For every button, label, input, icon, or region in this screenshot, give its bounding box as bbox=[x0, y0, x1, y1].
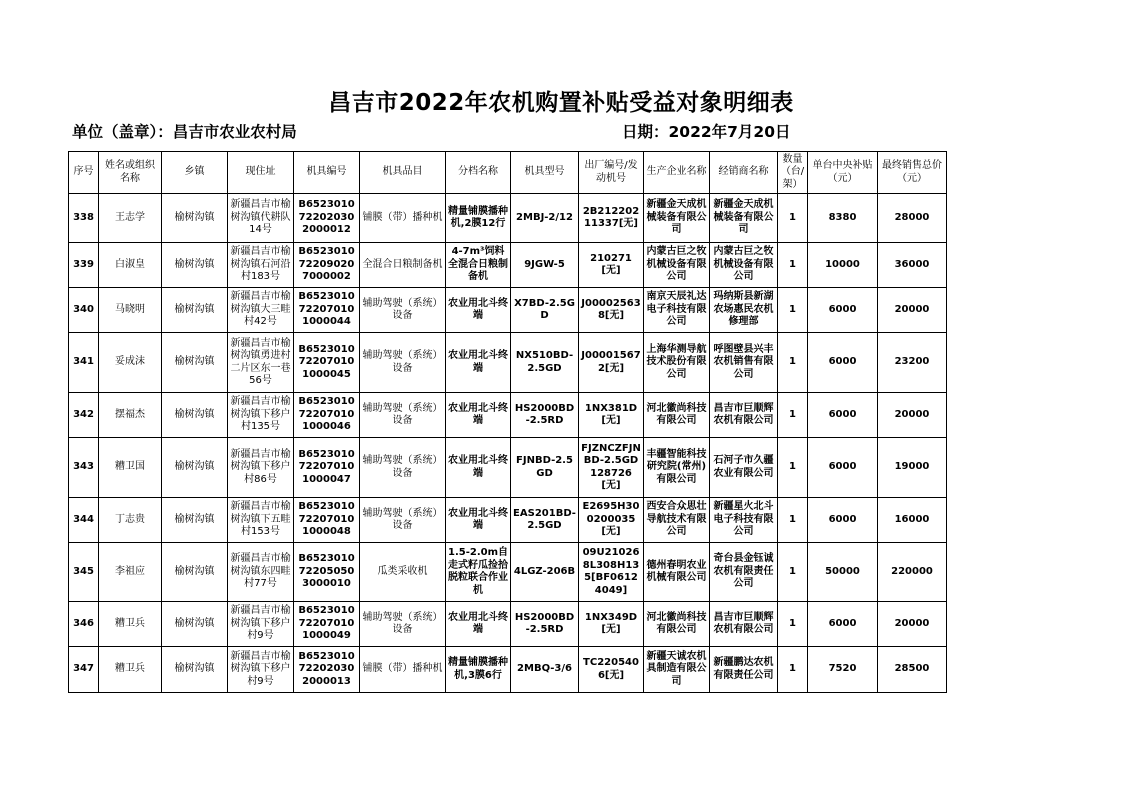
name-cell: 糟卫国 bbox=[99, 438, 162, 498]
subsidy-cell: 10000 bbox=[808, 243, 878, 288]
grade-cell: 精量铺膜播种机,2膜12行 bbox=[446, 194, 511, 243]
grade-cell: 农业用北斗终端 bbox=[446, 602, 511, 647]
page-title: 昌吉市2022年农机购置补贴受益对象明细表 bbox=[328, 90, 794, 116]
table-row bbox=[69, 333, 947, 393]
address-cell: 新疆昌吉市榆树沟镇石河沿村183号 bbox=[228, 243, 294, 288]
header-cell: 最终销售总价（元） bbox=[878, 152, 947, 194]
model-cell: 2MBQ-3/6 bbox=[511, 647, 579, 693]
category-cell: 辅助驾驶（系统）设备 bbox=[360, 288, 446, 333]
machine-id-cell: B6523010722070101000044 bbox=[294, 288, 360, 333]
serial-cell: 1NX349D[无] bbox=[579, 602, 644, 647]
name-cell: 白淑皇 bbox=[99, 243, 162, 288]
address-cell: 新疆昌吉市榆树沟镇代耕队14号 bbox=[228, 194, 294, 243]
unit-label: 单位（盖章）：昌吉市农业农村局 bbox=[72, 123, 297, 141]
model-cell: EAS201BD-2.5GD bbox=[511, 498, 579, 543]
grade-cell: 农业用北斗终端 bbox=[446, 333, 511, 393]
subsidy-cell: 6000 bbox=[808, 438, 878, 498]
model-cell: HS2000BD-2.5RD bbox=[511, 393, 579, 438]
grade-cell: 农业用北斗终端 bbox=[446, 393, 511, 438]
header-cell: 乡镇 bbox=[162, 152, 228, 194]
header-cell: 机具品目 bbox=[360, 152, 446, 194]
town-cell: 榆树沟镇 bbox=[162, 243, 228, 288]
quantity-cell: 1 bbox=[778, 393, 808, 438]
quantity-cell: 1 bbox=[778, 602, 808, 647]
address-cell: 新疆昌吉市榆树沟镇下移户村9号 bbox=[228, 647, 294, 693]
price-cell: 36000 bbox=[878, 243, 947, 288]
seq-cell: 346 bbox=[69, 602, 99, 647]
table-row bbox=[69, 647, 947, 693]
header-cell: 生产企业名称 bbox=[644, 152, 710, 194]
seq-cell: 347 bbox=[69, 647, 99, 693]
name-cell: 糟卫兵 bbox=[99, 602, 162, 647]
model-cell: HS2000BD-2.5RD bbox=[511, 602, 579, 647]
dealer-cell: 昌吉市巨顺辉农机有限公司 bbox=[710, 393, 778, 438]
dealer-cell: 内蒙古巨之牧机械设备有限公司 bbox=[710, 243, 778, 288]
dealer-cell: 呼图壁县兴丰农机销售有限公司 bbox=[710, 333, 778, 393]
manufacturer-cell: 上海华测导航技术股份有限公司 bbox=[644, 333, 710, 393]
header-cell: 机具编号 bbox=[294, 152, 360, 194]
dealer-cell: 新疆鹏达农机有限责任公司 bbox=[710, 647, 778, 693]
machine-id-cell: B6523010722050503000010 bbox=[294, 543, 360, 602]
price-cell: 28000 bbox=[878, 194, 947, 243]
model-cell: 4LGZ-206B bbox=[511, 543, 579, 602]
table-row bbox=[69, 543, 947, 602]
table-row bbox=[69, 393, 947, 438]
category-cell: 全混合日粮制备机 bbox=[360, 243, 446, 288]
manufacturer-cell: 南京天辰礼达电子科技有限公司 bbox=[644, 288, 710, 333]
price-cell: 20000 bbox=[878, 393, 947, 438]
table-body bbox=[69, 194, 947, 693]
seq-cell: 339 bbox=[69, 243, 99, 288]
machine-id-cell: B6523010722090207000002 bbox=[294, 243, 360, 288]
grade-cell: 农业用北斗终端 bbox=[446, 438, 511, 498]
machine-id-cell: B6523010722020302000013 bbox=[294, 647, 360, 693]
category-cell: 铺膜（带）播种机 bbox=[360, 647, 446, 693]
quantity-cell: 1 bbox=[778, 194, 808, 243]
price-cell: 19000 bbox=[878, 438, 947, 498]
table-row bbox=[69, 498, 947, 543]
seq-cell: 342 bbox=[69, 393, 99, 438]
header-cell: 序号 bbox=[69, 152, 99, 194]
dealer-cell: 玛纳斯县新湖农场惠民农机修理部 bbox=[710, 288, 778, 333]
town-cell: 榆树沟镇 bbox=[162, 498, 228, 543]
machine-id-cell: B6523010722070101000045 bbox=[294, 333, 360, 393]
category-cell: 瓜类采收机 bbox=[360, 543, 446, 602]
seq-cell: 343 bbox=[69, 438, 99, 498]
subsidy-table bbox=[68, 151, 947, 693]
header-cell: 经销商名称 bbox=[710, 152, 778, 194]
table-row bbox=[69, 288, 947, 333]
town-cell: 榆树沟镇 bbox=[162, 647, 228, 693]
name-cell: 糟卫兵 bbox=[99, 647, 162, 693]
serial-cell: E2695H300200035[无] bbox=[579, 498, 644, 543]
category-cell: 辅助驾驶（系统）设备 bbox=[360, 602, 446, 647]
quantity-cell: 1 bbox=[778, 333, 808, 393]
address-cell: 新疆昌吉市榆树沟镇勇进村二片区东一巷56号 bbox=[228, 333, 294, 393]
subsidy-cell: 8380 bbox=[808, 194, 878, 243]
subsidy-cell: 6000 bbox=[808, 288, 878, 333]
seq-cell: 341 bbox=[69, 333, 99, 393]
name-cell: 王志学 bbox=[99, 194, 162, 243]
price-cell: 28500 bbox=[878, 647, 947, 693]
town-cell: 榆树沟镇 bbox=[162, 393, 228, 438]
grade-cell: 农业用北斗终端 bbox=[446, 288, 511, 333]
model-cell: 2MBJ-2/12 bbox=[511, 194, 579, 243]
date-label: 日期：2022年7月20日 bbox=[622, 123, 791, 141]
subsidy-cell: 6000 bbox=[808, 498, 878, 543]
name-cell: 妥成沫 bbox=[99, 333, 162, 393]
town-cell: 榆树沟镇 bbox=[162, 333, 228, 393]
serial-cell: J000015672[无] bbox=[579, 333, 644, 393]
header-cell: 出厂编号/发动机号 bbox=[579, 152, 644, 194]
name-cell: 丁志贵 bbox=[99, 498, 162, 543]
header-cell: 机具型号 bbox=[511, 152, 579, 194]
town-cell: 榆树沟镇 bbox=[162, 288, 228, 333]
manufacturer-cell: 西安合众思壮导航技术有限公司 bbox=[644, 498, 710, 543]
seq-cell: 340 bbox=[69, 288, 99, 333]
address-cell: 新疆昌吉市榆树沟镇东四畦村77号 bbox=[228, 543, 294, 602]
grade-cell: 农业用北斗终端 bbox=[446, 498, 511, 543]
manufacturer-cell: 内蒙古巨之牧机械设备有限公司 bbox=[644, 243, 710, 288]
price-cell: 20000 bbox=[878, 288, 947, 333]
model-cell: X7BD-2.5GD bbox=[511, 288, 579, 333]
machine-id-cell: B6523010722070101000046 bbox=[294, 393, 360, 438]
seq-cell: 345 bbox=[69, 543, 99, 602]
manufacturer-cell: 河北徽尚科技有限公司 bbox=[644, 602, 710, 647]
address-cell: 新疆昌吉市榆树沟镇下移户村9号 bbox=[228, 602, 294, 647]
header-cell: 姓名或组织名称 bbox=[99, 152, 162, 194]
header-cell: 分档名称 bbox=[446, 152, 511, 194]
seq-cell: 338 bbox=[69, 194, 99, 243]
subsidy-cell: 50000 bbox=[808, 543, 878, 602]
model-cell: FJNBD-2.5GD bbox=[511, 438, 579, 498]
subsidy-cell: 6000 bbox=[808, 393, 878, 438]
quantity-cell: 1 bbox=[778, 243, 808, 288]
header-cell: 现住址 bbox=[228, 152, 294, 194]
name-cell: 马晓明 bbox=[99, 288, 162, 333]
subsidy-cell: 7520 bbox=[808, 647, 878, 693]
quantity-cell: 1 bbox=[778, 543, 808, 602]
serial-cell: 09U210268L308H135[BF06124049] bbox=[579, 543, 644, 602]
serial-cell: 1NX381D[无] bbox=[579, 393, 644, 438]
grade-cell: 精量铺膜播种机,3膜6行 bbox=[446, 647, 511, 693]
grade-cell: 4-7m³饲料全混合日粮制备机 bbox=[446, 243, 511, 288]
dealer-cell: 新疆星火北斗电子科技有限公司 bbox=[710, 498, 778, 543]
model-cell: NX510BD-2.5GD bbox=[511, 333, 579, 393]
address-cell: 新疆昌吉市榆树沟镇下五畦村153号 bbox=[228, 498, 294, 543]
machine-id-cell: B6523010722070101000048 bbox=[294, 498, 360, 543]
town-cell: 榆树沟镇 bbox=[162, 543, 228, 602]
category-cell: 辅助驾驶（系统）设备 bbox=[360, 333, 446, 393]
address-cell: 新疆昌吉市榆树沟镇大三畦村42号 bbox=[228, 288, 294, 333]
name-cell: 摆福杰 bbox=[99, 393, 162, 438]
dealer-cell: 新疆金天成机械装备有限公司 bbox=[710, 194, 778, 243]
subsidy-cell: 6000 bbox=[808, 602, 878, 647]
machine-id-cell: B6523010722070101000049 bbox=[294, 602, 360, 647]
dealer-cell: 奇台县金钰诚农机有限责任公司 bbox=[710, 543, 778, 602]
table-row bbox=[69, 243, 947, 288]
manufacturer-cell: 河北徽尚科技有限公司 bbox=[644, 393, 710, 438]
town-cell: 榆树沟镇 bbox=[162, 194, 228, 243]
manufacturer-cell: 德州春明农业机械有限公司 bbox=[644, 543, 710, 602]
serial-cell: FJZNCZFJNBD-2.5GD128726[无] bbox=[579, 438, 644, 498]
serial-cell: TC2205406[无] bbox=[579, 647, 644, 693]
price-cell: 20000 bbox=[878, 602, 947, 647]
town-cell: 榆树沟镇 bbox=[162, 438, 228, 498]
serial-cell: J000025638[无] bbox=[579, 288, 644, 333]
machine-id-cell: B6523010722020302000012 bbox=[294, 194, 360, 243]
price-cell: 16000 bbox=[878, 498, 947, 543]
table-row bbox=[69, 602, 947, 647]
serial-cell: 2B21220211337[无] bbox=[579, 194, 644, 243]
address-cell: 新疆昌吉市榆树沟镇下移户村135号 bbox=[228, 393, 294, 438]
quantity-cell: 1 bbox=[778, 647, 808, 693]
category-cell: 辅助驾驶（系统）设备 bbox=[360, 438, 446, 498]
quantity-cell: 1 bbox=[778, 498, 808, 543]
price-cell: 23200 bbox=[878, 333, 947, 393]
manufacturer-cell: 新疆天诚农机具制造有限公司 bbox=[644, 647, 710, 693]
header-cell: 单台中央补贴（元） bbox=[808, 152, 878, 194]
quantity-cell: 1 bbox=[778, 438, 808, 498]
dealer-cell: 石河子市久疆农业有限公司 bbox=[710, 438, 778, 498]
table-row bbox=[69, 438, 947, 498]
model-cell: 9JGW-5 bbox=[511, 243, 579, 288]
category-cell: 辅助驾驶（系统）设备 bbox=[360, 498, 446, 543]
name-cell: 李祖应 bbox=[99, 543, 162, 602]
price-cell: 220000 bbox=[878, 543, 947, 602]
header-cell: 数量（台/架） bbox=[778, 152, 808, 194]
header-row bbox=[69, 152, 947, 194]
town-cell: 榆树沟镇 bbox=[162, 602, 228, 647]
address-cell: 新疆昌吉市榆树沟镇下移户村86号 bbox=[228, 438, 294, 498]
serial-cell: 210271[无] bbox=[579, 243, 644, 288]
category-cell: 铺膜（带）播种机 bbox=[360, 194, 446, 243]
dealer-cell: 昌吉市巨顺辉农机有限公司 bbox=[710, 602, 778, 647]
manufacturer-cell: 新疆金天成机械装备有限公司 bbox=[644, 194, 710, 243]
grade-cell: 1.5-2.0m自走式籽瓜捡拾脱粒联合作业机 bbox=[446, 543, 511, 602]
table-row bbox=[69, 194, 947, 243]
category-cell: 辅助驾驶（系统）设备 bbox=[360, 393, 446, 438]
seq-cell: 344 bbox=[69, 498, 99, 543]
machine-id-cell: B6523010722070101000047 bbox=[294, 438, 360, 498]
quantity-cell: 1 bbox=[778, 288, 808, 333]
subsidy-cell: 6000 bbox=[808, 333, 878, 393]
manufacturer-cell: 丰疆智能科技研究院(常州)有限公司 bbox=[644, 438, 710, 498]
